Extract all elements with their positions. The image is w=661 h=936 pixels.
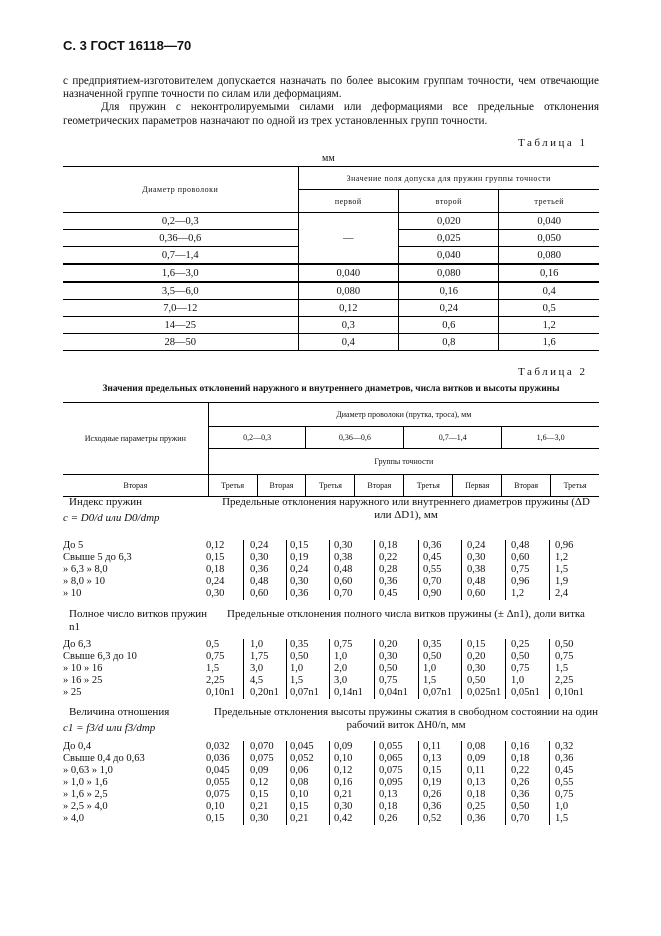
section3-value: 0,10 (290, 789, 309, 800)
column-divider (461, 639, 462, 699)
section1-value: 1,5 (555, 564, 569, 575)
section3-value: 0,26 (423, 789, 442, 800)
section3-value: 1,0 (555, 801, 569, 812)
table1-cell: 0,040 (399, 247, 499, 265)
section2-value: 0,75 (511, 663, 530, 674)
section3-value: 0,070 (250, 741, 274, 752)
section1-value: 0,36 (423, 540, 442, 551)
table1-cell: 3,5—6,0 (63, 282, 298, 300)
section3-value: 0,36 (423, 801, 442, 812)
section1-row-label: До 5 (63, 540, 84, 551)
column-divider (549, 540, 550, 600)
table2-group: Вторая (355, 475, 404, 497)
section1-value: 0,30 (334, 540, 353, 551)
table1-row (63, 300, 599, 317)
section3-value: 0,045 (206, 765, 230, 776)
section2-value: 0,50 (290, 651, 309, 662)
section1-value: 1,9 (555, 576, 569, 587)
section3-value: 0,15 (423, 765, 442, 776)
section3-value: 0,36 (511, 789, 530, 800)
section1-value: 1,2 (555, 552, 569, 563)
section2-value: 0,05n1 (511, 687, 540, 698)
section2-value: 0,20 (379, 639, 398, 650)
section3-value: 1,5 (555, 813, 569, 824)
column-divider (374, 741, 375, 825)
section2-value: 0,75 (206, 651, 225, 662)
section1-value: 0,75 (511, 564, 530, 575)
section2-value: 0,75 (334, 639, 353, 650)
section2-value: 0,35 (423, 639, 442, 650)
section1-value: 0,60 (511, 552, 530, 563)
section3-value: 0,15 (206, 813, 225, 824)
section3-value: 0,13 (467, 777, 486, 788)
section2-row-label: До 6,3 (63, 639, 92, 650)
column-divider (374, 540, 375, 600)
section3-title: Предельные отклонения высоты пружины сжатия в свободном состоянии на один рабочий виток ΔH0/n, мм (213, 706, 599, 731)
section3-value: 0,075 (379, 765, 403, 776)
section2-value: 0,15 (467, 639, 486, 650)
table1-group-2: второй (399, 190, 499, 213)
section3-value: 0,36 (467, 813, 486, 824)
table2-header (63, 402, 599, 497)
table2-range: 0,36—0,6 (306, 427, 404, 449)
table1-cell: 1,2 (499, 317, 599, 334)
section3-value: 0,42 (334, 813, 353, 824)
section1-value: 0,70 (423, 576, 442, 587)
section1-formula: c = D0/d или D0/dтр (63, 512, 160, 524)
table2-range: 0,7—1,4 (404, 427, 502, 449)
section1-value: 1,2 (511, 588, 525, 599)
section1-value: 0,45 (379, 588, 398, 599)
section2-value: 0,04n1 (379, 687, 408, 698)
section2-value: 1,5 (423, 675, 437, 686)
section3-label: Величина отношения (69, 706, 170, 718)
section2-value: 1,0 (250, 639, 264, 650)
table1-cell: 14—25 (63, 317, 298, 334)
column-divider (549, 639, 550, 699)
section3-value: 0,19 (423, 777, 442, 788)
section3-value: 0,11 (423, 741, 441, 752)
section3-value: 0,16 (511, 741, 530, 752)
table1-cell: 0,6 (399, 317, 499, 334)
section3-value: 0,036 (206, 753, 230, 764)
section2-value: 0,75 (555, 651, 574, 662)
section3-value: 0,36 (555, 753, 574, 764)
section1-value: 0,12 (206, 540, 225, 551)
section3-value: 0,032 (206, 741, 230, 752)
section2-value: 0,50 (379, 663, 398, 674)
section2-value: 2,25 (555, 675, 574, 686)
section3-value: 0,45 (555, 765, 574, 776)
section3-value: 0,30 (334, 801, 353, 812)
section1-value: 0,19 (290, 552, 309, 563)
section3-value: 0,095 (379, 777, 403, 788)
section1-row-label: » 8,0 » 10 (63, 576, 105, 587)
section3-value: 0,09 (250, 765, 269, 776)
column-divider (243, 540, 244, 600)
table1-cell: 0,020 (399, 213, 499, 230)
section1-value: 0,30 (290, 576, 309, 587)
table1-cell: 28—50 (63, 334, 298, 351)
table2-wire-header: Диаметр проволоки (прутка, троса), мм (208, 403, 599, 427)
section2-value: 0,50 (467, 675, 486, 686)
section3-value: 0,30 (250, 813, 269, 824)
table2-caption: Таблица 2 (518, 366, 588, 378)
section2-value: 3,0 (334, 675, 348, 686)
table1-cell: 0,3 (298, 317, 398, 334)
table2-body (63, 496, 599, 826)
column-divider (329, 639, 330, 699)
table1-row (63, 282, 599, 300)
section3-value: 0,13 (379, 789, 398, 800)
section2-value: 0,10n1 (206, 687, 235, 698)
table1-row (63, 334, 599, 351)
column-divider (418, 639, 419, 699)
column-divider (505, 540, 506, 600)
section2-value: 0,50 (423, 651, 442, 662)
section3-value: 0,21 (290, 813, 309, 824)
column-divider (286, 741, 287, 825)
section3-value: 0,32 (555, 741, 574, 752)
table1-row (63, 264, 599, 282)
section3-value: 0,18 (467, 789, 486, 800)
section2-title: Предельные отклонения полного числа витков пружины (± Δn1), доли витка (227, 608, 585, 620)
section1-label: Индекс пружин (69, 496, 142, 508)
section1-value: 0,36 (379, 576, 398, 587)
section2-value: 0,35 (290, 639, 309, 650)
section1-value: 0,60 (334, 576, 353, 587)
section1-title: Предельные отклонения наружного или внутреннего диаметров пружины (ΔD или ΔD1), мм (222, 496, 590, 521)
section1-value: 0,24 (250, 540, 269, 551)
section1-value: 0,18 (206, 564, 225, 575)
section1-value: 0,30 (206, 588, 225, 599)
section3-row-label: » 1,0 » 1,6 (63, 777, 108, 788)
section2-value: 0,10n1 (555, 687, 584, 698)
table2-range: 1,6—3,0 (502, 427, 599, 449)
section3-value: 0,052 (290, 753, 314, 764)
section2-value: 2,0 (334, 663, 348, 674)
page-header: С. 3 ГОСТ 16118—70 (63, 38, 192, 53)
section2-value: 0,50 (555, 639, 574, 650)
section1-value: 0,22 (379, 552, 398, 563)
section3-value: 0,26 (511, 777, 530, 788)
section2-value: 0,20 (467, 651, 486, 662)
table2-range: 0,2—0,3 (208, 427, 306, 449)
section2-value: 0,30 (467, 663, 486, 674)
section2-value: 1,0 (511, 675, 525, 686)
section2-value: 4,5 (250, 675, 264, 686)
section3-formula: c1 = f3/d или f3/dтр (63, 722, 156, 734)
section2-value: 0,14n1 (334, 687, 363, 698)
table1 (63, 166, 599, 351)
section3-value: 0,16 (334, 777, 353, 788)
table1-cell: — (298, 213, 398, 265)
section1-value: 0,90 (423, 588, 442, 599)
table1-cell: 0,2—0,3 (63, 213, 298, 230)
table1-cell: 0,5 (499, 300, 599, 317)
section3-value: 0,70 (511, 813, 530, 824)
table2-title: Значения предельных отклонений наружного и внутреннего диаметров, числа витков и высоты пружины (102, 384, 560, 394)
column-divider (243, 741, 244, 825)
section1-value: 0,15 (290, 540, 309, 551)
table2-group: Третья (551, 475, 599, 497)
table1-row (63, 317, 599, 334)
table1-cell: 0,7—1,4 (63, 247, 298, 265)
section3-value: 0,55 (555, 777, 574, 788)
section3-value: 0,21 (250, 801, 269, 812)
column-divider (418, 540, 419, 600)
table2-group: Первая (453, 475, 502, 497)
section1-row-label: » 6,3 » 8,0 (63, 564, 108, 575)
column-divider (505, 639, 506, 699)
table1-cell: 0,080 (499, 247, 599, 265)
table1-cell: 0,16 (499, 264, 599, 282)
section2-value: 0,07n1 (290, 687, 319, 698)
section1-value: 0,45 (423, 552, 442, 563)
column-divider (286, 540, 287, 600)
section1-value: 0,15 (206, 552, 225, 563)
section1-value: 0,60 (467, 588, 486, 599)
table1-cell: 0,040 (298, 264, 398, 282)
table2-group: Вторая (63, 475, 208, 497)
table2-groups-header: Группы точности (208, 449, 599, 475)
section3-value: 0,075 (206, 789, 230, 800)
section2-row-label: » 16 » 25 (63, 675, 103, 686)
section3-value: 0,15 (250, 789, 269, 800)
section1-value: 0,36 (290, 588, 309, 599)
section1-row-label: Свыше 5 до 6,3 (63, 552, 132, 563)
section1-value: 0,48 (511, 540, 530, 551)
section2-value: 1,0 (423, 663, 437, 674)
section2-value: 0,25 (511, 639, 530, 650)
section3-value: 0,15 (290, 801, 309, 812)
table1-cell: 0,12 (298, 300, 398, 317)
section1-value: 0,55 (423, 564, 442, 575)
section3-value: 0,10 (206, 801, 225, 812)
table1-cell: 0,050 (499, 230, 599, 247)
section2-row-label: » 10 » 16 (63, 663, 103, 674)
section3-value: 0,10 (334, 753, 353, 764)
section3-value: 0,09 (334, 741, 353, 752)
table1-cell: 0,080 (298, 282, 398, 300)
section2-value: 0,75 (379, 675, 398, 686)
section2-value: 1,0 (334, 651, 348, 662)
table1-cell: 0,040 (499, 213, 599, 230)
section2-value: 1,0 (290, 663, 304, 674)
table2-group: Третья (208, 475, 257, 497)
section1-value: 0,38 (334, 552, 353, 563)
table2-param-header: Исходные параметры пружин (63, 403, 208, 475)
section2-value: 0,20n1 (250, 687, 279, 698)
section1-row-label: » 10 (63, 588, 82, 599)
section3-value: 0,18 (511, 753, 530, 764)
section2-value: 1,5 (206, 663, 220, 674)
section2-value: 0,07n1 (423, 687, 452, 698)
table1-cell: 7,0—12 (63, 300, 298, 317)
section3-value: 0,52 (423, 813, 442, 824)
table2-group: Вторая (502, 475, 551, 497)
section3-value: 0,075 (250, 753, 274, 764)
column-divider (329, 540, 330, 600)
section1-value: 0,38 (467, 564, 486, 575)
section3-value: 0,11 (467, 765, 485, 776)
section1-value: 0,60 (250, 588, 269, 599)
column-divider (461, 741, 462, 825)
section1-value: 0,30 (467, 552, 486, 563)
section1-value: 0,24 (467, 540, 486, 551)
section3-value: 0,06 (290, 765, 309, 776)
text-block (63, 75, 599, 128)
section2-value: 3,0 (250, 663, 264, 674)
section2-value: 0,50 (511, 651, 530, 662)
column-divider (286, 639, 287, 699)
section1-value: 0,96 (555, 540, 574, 551)
table2-group: Третья (404, 475, 453, 497)
paragraph: с предприятием-изготовителем допускается назначать по более высоким группам точности, чем отвечающие назначенной группе точности по силам или деформациям. (63, 75, 599, 101)
section3-value: 0,08 (290, 777, 309, 788)
section3-value: 0,055 (206, 777, 230, 788)
table1-row (63, 213, 599, 230)
table1-unit: мм (322, 153, 335, 164)
column-divider (329, 741, 330, 825)
table2-group: Третья (306, 475, 355, 497)
table1-header-group: Значение поля допуска для пружин группы точности (298, 167, 599, 190)
section2-label: Полное число витков пружин n1 (69, 608, 208, 633)
table1-cell: 1,6—3,0 (63, 264, 298, 282)
section3-value: 0,09 (467, 753, 486, 764)
column-divider (461, 540, 462, 600)
table1-group-1: первой (298, 190, 398, 213)
section2-value: 1,75 (250, 651, 269, 662)
section2-value: 1,5 (290, 675, 304, 686)
section3-row-label: » 4,0 (63, 813, 84, 824)
section3-value: 0,22 (511, 765, 530, 776)
section2-row-label: Свыше 6,3 до 10 (63, 651, 137, 662)
section1-value: 0,70 (334, 588, 353, 599)
section3-value: 0,26 (379, 813, 398, 824)
section3-value: 0,25 (467, 801, 486, 812)
table1-group-3: третьей (499, 190, 599, 213)
section1-value: 2,4 (555, 588, 569, 599)
section3-value: 0,065 (379, 753, 403, 764)
table1-cell: 0,4 (499, 282, 599, 300)
table1-cell: 0,8 (399, 334, 499, 351)
section2-value: 1,5 (555, 663, 569, 674)
section3-value: 0,50 (511, 801, 530, 812)
section3-value: 0,18 (379, 801, 398, 812)
section1-value: 0,48 (334, 564, 353, 575)
column-divider (549, 741, 550, 825)
section2-value: 0,5 (206, 639, 220, 650)
section3-row-label: До 0,4 (63, 741, 92, 752)
section1-value: 0,96 (511, 576, 530, 587)
section1-value: 0,30 (250, 552, 269, 563)
section3-row-label: » 2,5 » 4,0 (63, 801, 108, 812)
section2-value: 0,025n1 (467, 687, 502, 698)
section3-value: 0,13 (423, 753, 442, 764)
section2-row-label: » 25 (63, 687, 82, 698)
section3-value: 0,75 (555, 789, 574, 800)
table1-cell: 0,16 (399, 282, 499, 300)
table1-cell: 1,6 (499, 334, 599, 351)
section2-value: 0,30 (379, 651, 398, 662)
column-divider (374, 639, 375, 699)
column-divider (418, 741, 419, 825)
table1-cell: 0,24 (399, 300, 499, 317)
section3-value: 0,055 (379, 741, 403, 752)
table1-cell: 0,025 (399, 230, 499, 247)
paragraph: Для пружин с неконтролируемыми силами или деформациями все предельные отклонения геометрических параметров назначают по одной из трех установленных групп точности. (63, 101, 599, 127)
section1-value: 0,24 (290, 564, 309, 575)
section3-value: 0,12 (250, 777, 269, 788)
section3-row-label: Свыше 0,4 до 0,63 (63, 753, 145, 764)
section3-value: 0,08 (467, 741, 486, 752)
column-divider (505, 741, 506, 825)
section1-value: 0,48 (467, 576, 486, 587)
section3-value: 0,045 (290, 741, 314, 752)
table1-cell: 0,36—0,6 (63, 230, 298, 247)
section3-row-label: » 1,6 » 2,5 (63, 789, 108, 800)
column-divider (243, 639, 244, 699)
table1-cell: 0,4 (298, 334, 398, 351)
section1-value: 0,28 (379, 564, 398, 575)
section3-row-label: » 0,63 » 1,0 (63, 765, 113, 776)
section2-value: 2,25 (206, 675, 225, 686)
table1-header-diameter: Диаметр проволоки (63, 167, 298, 213)
section1-value: 0,48 (250, 576, 269, 587)
section1-value: 0,24 (206, 576, 225, 587)
section1-value: 0,36 (250, 564, 269, 575)
table1-caption: Таблица 1 (518, 137, 588, 149)
section1-value: 0,18 (379, 540, 398, 551)
section3-value: 0,21 (334, 789, 353, 800)
table1-cell: 0,080 (399, 264, 499, 282)
section3-value: 0,12 (334, 765, 353, 776)
table2-group: Вторая (257, 475, 306, 497)
